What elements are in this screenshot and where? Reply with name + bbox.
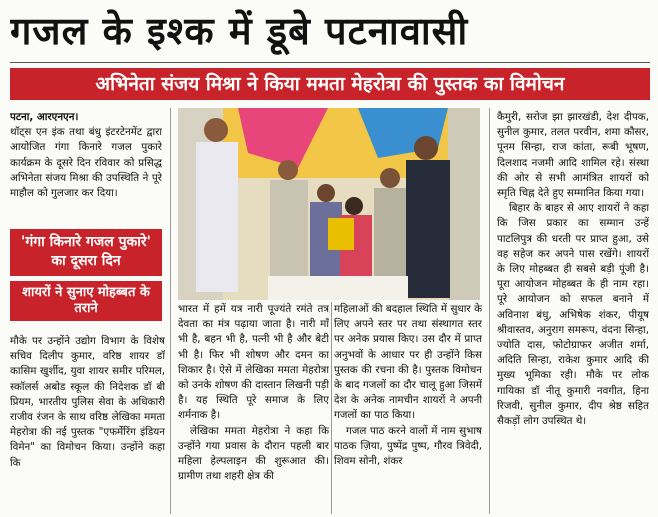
column-divider-2 [331,302,332,514]
photo-illustration [178,108,480,300]
column-4 [497,110,649,514]
column-2-paragraph-2: लेखिका ममता मेहरोत्रा ने कहा कि उन्होंने गया प्रवास के दौरान पहली बार महिला हेल्पलाइन की शुरूआत की। ग्रामीण तथा शहरी क्षेत्र की [178,424,329,483]
subheadline-bar: अभिनेता संजय मिश्रा ने किया ममता मेहरोत्रा की पुस्तक का विमोचन [10,68,650,100]
column-4-paragraph-2: बिहार के बाहर से आए शायरों ने कहा कि जिस प्रकार का सम्मान उन्हें पाटलिपुत्र की धरती पर प्राप्त हुआ, उसे वह सहेज कर अपने पास रखेंगे। शायरों के लिए मोहब्बत ही सबसे बड़ी पूंजी है। पूरा आयोजन मोहब्बत के ही नाम रहा। पूरे आयोजन को सफल बनाने में अविनाश बंधु, अभिषेक शंकर, पीयूष श्रीवास्तव, अनुराग समरूप, वंदना सिन्हा, ज्योति दास, फोटोग्राफर अजीत शर्मा, अदिति सिन्हा, राकेश कुमार आदि की मुख्य भूमिका रही। मौके पर लोक गायिका डॉ नीतू कुमारी नवगीत, हिना रिजवी, सुनील कुमार, दीप श्रेष्ठ सहित सैकड़ों लोग उपस्थित थे। [497,202,649,428]
callout-shayars: शायरों ने सुनाए मोहब्बत के तराने [10,281,162,321]
intro-paragraph: थॉट्स एन इंक तथा बंधु इंटरटेनमेंट द्वारा आयोजित गंगा किनारे गजल पुकारे कार्यक्रम के दूसरे दिन रविवार को प्रसिद्ध अभिनेता संजय मिश्रा की उपस्थिति ने पूरे माहौल को गुलजार कर दिया। [10,126,162,200]
headline: गजल के इश्क में डूबे पटनावासी [10,9,469,53]
column-1-intro [10,110,162,228]
column-divider-3 [489,108,490,514]
column-4-paragraph-1: कैमुरी, सरोज झा झारखंडी, देश दीपक, सुनील कुमार, तलत परवीन, शमा कौसर, पूनम सिन्हा, राज कांता, रूबी भूषण, दिलशाद नजमी आदि शामिल रहे। संस्था की ओर से सभी आमंत्रित शायरों को स्मृति चिह्न देते हुए सम्मानित किया गया। [497,111,649,200]
column-3-paragraph-2: गजल पाठ करने वालों में नाम सुभाष पाठक ज़िया, पुष्पेंद्र पुष्प, गौरव त्रिवेदी, शिवम सोनी, शंकर [334,424,482,468]
column-1-body [10,334,165,514]
headline-rule [10,62,650,63]
column-3 [334,302,482,514]
event-photo [178,108,480,300]
body-paragraph-1: मौके पर उन्होंने उद्योग विभाग के विशेष सचिव दिलीप कुमार, वरिष्ठ शायर डॉ कासिम खुर्शीद, युवा शायर समीर परिमल, स्कॉलर्स अबोड स्कूल की निदेशक डॉ बी प्रियम, भारतीय पुलिस सेवा के अधिकारी राजीव रंजन के साथ वरिष्ठ लेखिका ममता मेहरोत्रा की नई पुस्तक "एफर्मेरिंग इंडियन विमेन" का विमोचन किया। उन्होंने कहा कि [10,335,165,469]
callout-second-day: 'गंगा किनारे गजल पुकारे' का दूसरा दिन [10,229,162,276]
dateline: पटना, आरएनएन। [10,111,79,123]
column-divider-1 [170,108,171,514]
column-3-paragraph-1: महिलाओं की बदहाल स्थिति में सुधार के लिए अपने स्तर पर तथा संस्थागत स्तर पर अनेक प्रयास किए। उस दौर में प्राप्त अनुभवों के आधार पर ही उन्होंने किस पुस्तक की रचना की है। पुस्तक विमोचन के बाद गजलों का दौर चालू हुआ जिसमें देश के अनेक नामचीन शायरों ने अपनी गजलों का पाठ किया। [334,303,482,422]
column-2-paragraph-1: भारत में हमें यत्र नारी पूज्यंते रमंते तत्र देवता का मंत्र पढ़ाया जाता है। नारी माँ भी है, बहन भी है, पत्नी भी है और बेटी भी है। फिर भी शोषण और दमन का शिकार है। ऐसे में लेखिका ममता मेहरोत्रा को उनके शोषण की दास्तान लिखनी पड़ी है। यह स्थिति पूरे समाज के लिए शर्मनाक है। [178,303,329,422]
column-2 [178,302,329,514]
